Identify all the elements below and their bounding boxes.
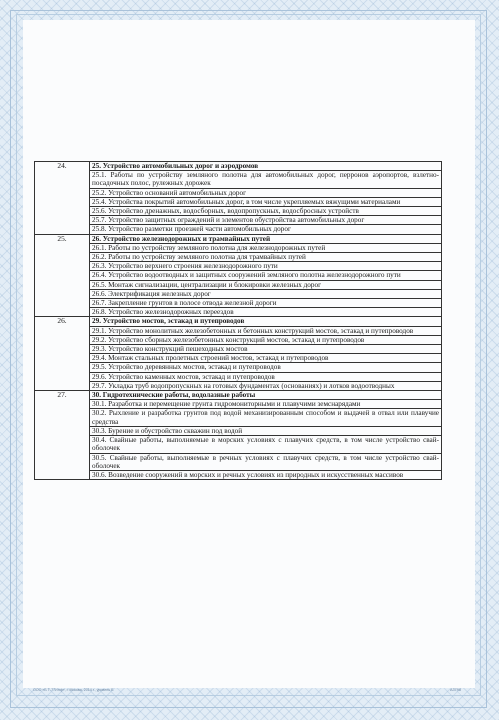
- footer-serial-number: А3798: [450, 688, 461, 692]
- work-item: 25.2. Устройство оснований автомобильных дорог: [90, 188, 442, 197]
- table-row: [35, 409, 442, 426]
- section-title: 26. Устройство железнодорожных и трамвайных путей: [90, 234, 442, 243]
- work-item: 29.4. Монтаж стальных пролетных строений мостов, эстакад и путепроводов: [90, 354, 442, 363]
- work-item: 29.5. Устройство деревянных мостов, эстакад и путепроводов: [90, 363, 442, 372]
- section-row: [35, 317, 442, 326]
- table-row: [35, 363, 442, 372]
- work-item: 30.5. Свайные работы, выполняемые в речных условиях с плавучих средств, в том числе устройство свай-оболочек: [90, 453, 442, 470]
- section-number: 24.: [35, 162, 90, 235]
- work-item: 30.4. Свайные работы, выполняемые в морских условиях с плавучих средств, в том числе устройство свай-оболочек: [90, 436, 442, 453]
- section-number: 26.: [35, 317, 90, 391]
- work-item: 29.3. Устройство конструкций пешеходных мостов: [90, 345, 442, 354]
- table-row: [35, 299, 442, 308]
- work-item: 26.2. Работы по устройству земляного полотна для трамвайных путей: [90, 253, 442, 262]
- section-row: [35, 234, 442, 243]
- work-item: 29.2. Устройство сборных железобетонных конструкций мостов, эстакад и путепроводов: [90, 335, 442, 344]
- table-row: [35, 216, 442, 225]
- work-item: 26.1. Работы по устройству земляного полотна для железнодорожных путей: [90, 243, 442, 252]
- table-row: [35, 453, 442, 470]
- table-row: [35, 171, 442, 188]
- work-item: 29.7. Укладка труб водопропускных на готовых фундаментах (основаниях) и лотков водоотводных: [90, 381, 442, 390]
- table-row: [35, 197, 442, 206]
- work-item: 26.6. Электрификация железных дорог: [90, 289, 442, 298]
- table-row: [35, 470, 442, 479]
- table-row: [35, 426, 442, 435]
- work-item: 29.6. Устройство каменных мостов, эстакад и путепроводов: [90, 372, 442, 381]
- work-item: 25.4. Устройства покрытий автомобильных дорог, в том числе укрепляемых вяжущими материалами: [90, 197, 442, 206]
- section-row: [35, 162, 442, 171]
- table-row: [35, 436, 442, 453]
- section-title: 29. Устройство мостов, эстакад и путепроводов: [90, 317, 442, 326]
- works-table: [34, 161, 442, 480]
- table-row: [35, 280, 442, 289]
- table-row: [35, 345, 442, 354]
- work-item: 26.7. Закрепление грунтов в полосе отвода железной дороги: [90, 299, 442, 308]
- section-title: 30. Гидротехнические работы, водолазные работы: [90, 391, 442, 400]
- work-item: 26.4. Устройство водоотводных и защитных сооружений земляного полотна железнодорожного пути: [90, 271, 442, 280]
- table-row: [35, 262, 442, 271]
- table-row: [35, 381, 442, 390]
- table-row: [35, 326, 442, 335]
- work-item: 30.2. Рыхление и разработка грунтов под водой механизированным способом и выдачей в отвал или плавучие средства: [90, 409, 442, 426]
- work-item: 26.3. Устройство верхнего строения железнодорожного пути: [90, 262, 442, 271]
- table-row: [35, 243, 442, 252]
- work-item: 25.6. Устройство дренажных, водосборных, водопропускных, водосбросных устройств: [90, 207, 442, 216]
- table-row: [35, 253, 442, 262]
- section-row: [35, 391, 442, 400]
- table-row: [35, 188, 442, 197]
- work-item: 25.8. Устройство разметки проезжей части автомобильных дорог: [90, 225, 442, 234]
- section-number: 27.: [35, 391, 90, 480]
- work-item: 30.1. Разработка и перемещение грунта гидромониторными и плавучими земснарядами: [90, 400, 442, 409]
- table-row: [35, 400, 442, 409]
- work-item: 30.3. Бурение и обустройство скважин под водой: [90, 426, 442, 435]
- table-row: [35, 207, 442, 216]
- work-item: 26.8. Устройство железнодорожных переездов: [90, 308, 442, 317]
- work-item: 25.7. Устройство защитных ограждений и элементов обустройства автомобильных дорог: [90, 216, 442, 225]
- work-item: 26.5. Монтаж сигнализации, централизации и блокировки железных дорог: [90, 280, 442, 289]
- table-row: [35, 372, 442, 381]
- work-item: 29.1. Устройство монолитных железобетонных и бетонных конструкций мостов, эстакад и путепроводов: [90, 326, 442, 335]
- table-row: [35, 225, 442, 234]
- table-row: [35, 308, 442, 317]
- table-row: [35, 289, 442, 298]
- work-item: 25.1. Работы по устройству земляного полотна для автомобильных дорог, перронов аэропортов, взлетно-посадочных полос, рулежных дорожек: [90, 171, 442, 188]
- footer-printer-info: ООО «Б Т-77Инф», г. Москва, 2014 г., уровень Б: [33, 688, 114, 692]
- table-row: [35, 335, 442, 344]
- table-row: [35, 354, 442, 363]
- work-item: 30.6. Возведение сооружений в морских и речных условиях из природных и искусственных массивов: [90, 470, 442, 479]
- section-number: 25.: [35, 234, 90, 317]
- section-title: 25. Устройство автомобильных дорог и аэродромов: [90, 162, 442, 171]
- table-row: [35, 271, 442, 280]
